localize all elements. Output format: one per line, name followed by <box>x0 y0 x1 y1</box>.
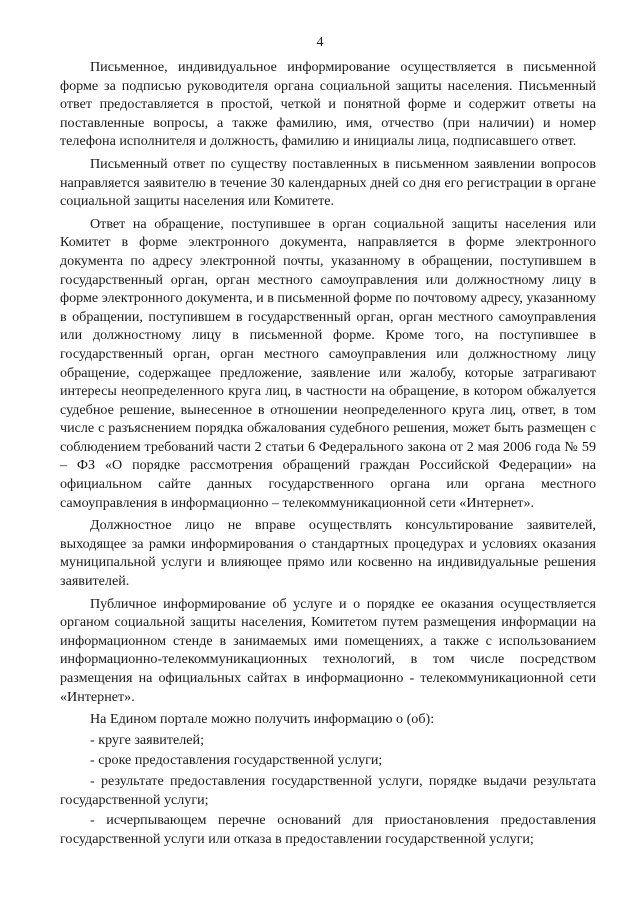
paragraph-public-informing: Публичное информирование об услуге и о порядке ее оказания осуществляется органом социальной защиты населения, Комитетом путем размещения информации на информационном стенде в занимаемых ими помещениях, а также с использованием информационно-телекоммуникационных технологий, в том числе посредством размещения на официальных сайтах в информационно - телекоммуникационной сети «Интернет». <box>60 595 596 705</box>
paragraph-response-deadline: Письменный ответ по существу поставленных в письменном заявлении вопросов направляется заявителю в течение 30 календарных дней со дня его регистрации в органе социальной защиты населения или Комитете. <box>60 155 596 210</box>
paragraph-written-informing: Письменное, индивидуальное информирование осуществляется в письменной форме за подписью руководителя органа социальной защиты населения. Письменный ответ предоставляется в простой, четкой и понятной форме и содержит ответы на поставленные вопросы, а также фамилию, имя, отчество (при наличии) и номер телефона исполнителя и должность, фамилию и инициалы лица, подписавшего ответ. <box>60 59 596 150</box>
list-item: - результате предоставления государственной услуги, порядке выдачи результата государственной услуги; <box>60 772 596 808</box>
page-number: 4 <box>316 35 324 50</box>
paragraph-electronic-response: Ответ на обращение, поступившее в орган социальной защиты населения или Комитет в форме электронного документа, направляется в форме электронного документа по адресу электронной почты, указанному в обращении, поступившем в государственный орган, орган местного самоуправления или должностному лицу в форме электронного документа, и в письменной форме по почтовому адресу, указанному в обращении, поступившем в государственный орган, орган местного самоуправления или должностному лицу в письменной форме. Кроме того, на поступившее в государственный орган, орган местного самоуправления или должностному лицу обращение, содержащее предложение, заявление или жалобу, которые затрагивают интересы неопределенного круга лиц, в частности на обращение, в котором обжалуется судебное решение, вынесенное в отношении неопределенного круга лиц, ответ, в том числе с разъяснением порядка обжалования судебного решения, может быть размещен с соблюдением требований части 2 статьи 6 Федерального закона от 2 мая 2006 года № 59 – ФЗ «О порядке рассмотрения обращений граждан Российской Федерации» на официальном сайте данных государственного органа или органа местного самоуправления в информационно – телекоммуникационной сети «Интернет». <box>60 215 596 511</box>
portal-info-intro: На Едином портале можно получить информацию о (об): <box>90 711 435 728</box>
list-item: - круге заявителей; <box>90 731 205 748</box>
list-item: - исчерпывающем перечне оснований для приостановления предоставления государственной услуги или отказа в предоставлении государственной услуги; <box>60 812 596 847</box>
paragraph-consulting-limits: Должностное лицо не вправе осуществлять консультирование заявителей, выходящее за рамки информирования о стандартных процедурах и условиях оказания муниципальной услуги и влияющее прямо или косвенно на индивидуальные решения заявителей. <box>60 517 596 590</box>
list-item: - сроке предоставления государственной услуги; <box>90 752 383 769</box>
document-body <box>60 58 596 850</box>
